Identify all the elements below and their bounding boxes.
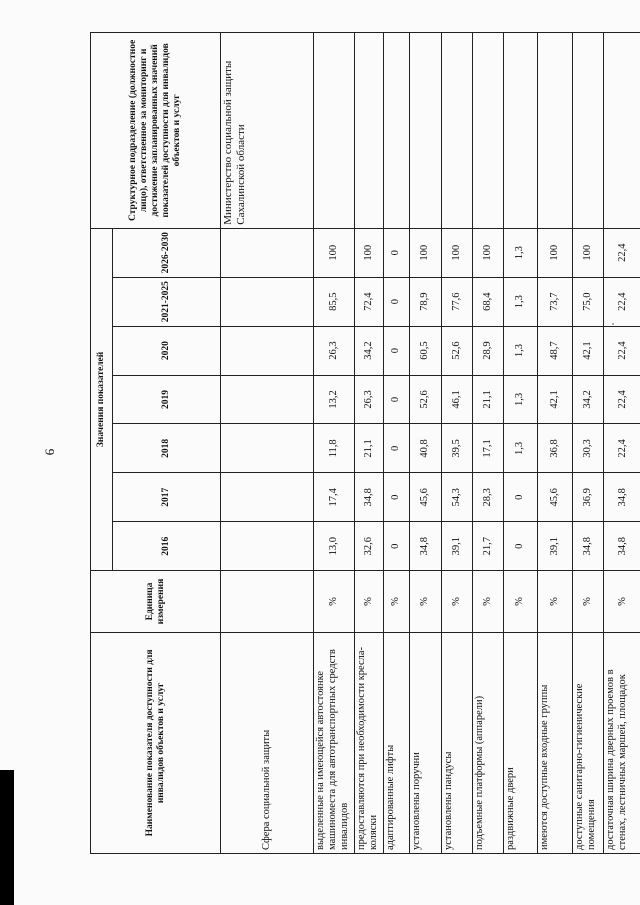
header-year: 2026-2030 — [113, 228, 221, 277]
value-cell: 21,1 — [473, 375, 504, 424]
indicator-name: имеются доступные входные группы — [538, 632, 573, 853]
scan-binding-edge — [0, 770, 14, 905]
value-cell: 100 — [573, 228, 604, 277]
value-cell: 22,4 — [604, 326, 640, 375]
unit-cell: % — [538, 571, 573, 633]
value-cell: 22,4 — [604, 277, 640, 326]
unit-cell: % — [314, 571, 355, 633]
value-cell: 100 — [410, 228, 442, 277]
unit-cell: % — [410, 571, 442, 633]
accessibility-indicators-table — [90, 32, 640, 854]
value-cell: 34,8 — [410, 522, 442, 571]
header-year: 2016 — [113, 522, 221, 571]
value-cell: 34,2 — [355, 326, 384, 375]
value-cell: 72,4 — [355, 277, 384, 326]
value-cell: 30,3 — [573, 424, 604, 473]
indicator-name: достаточная ширина дверных проемов в стенах, лестничных маршей, площадок — [604, 632, 640, 853]
value-cell: 22,4 — [604, 228, 640, 277]
value-cell: 48,7 — [538, 326, 573, 375]
header-values-group: Значения показателей — [91, 228, 113, 570]
value-cell: 42,1 — [573, 326, 604, 375]
value-cell: 11,8 — [314, 424, 355, 473]
value-cell: 17,1 — [473, 424, 504, 473]
value-cell: 52,6 — [442, 326, 473, 375]
value-cell: 32,6 — [355, 522, 384, 571]
unit-cell: % — [604, 571, 640, 633]
value-cell: 26,3 — [314, 326, 355, 375]
value-cell: 73,7 — [538, 277, 573, 326]
indicator-name: подъемные платформы (аппарели) — [473, 632, 504, 853]
indicator-name: раздвижные двери — [504, 632, 538, 853]
header-year: 2019 — [113, 375, 221, 424]
header-year: 2018 — [113, 424, 221, 473]
value-cell: 21,7 — [473, 522, 504, 571]
value-cell: 45,6 — [538, 473, 573, 522]
header-responsible: Структурное подразделение (должностное лицо), ответственное за мониторинг и достижение запланированных значений показателей доступности для инвалидов объектов и услуг — [91, 33, 221, 229]
value-cell: 60,5 — [410, 326, 442, 375]
value-cell: 75,0 — [573, 277, 604, 326]
header-year: 2021-2025 — [113, 277, 221, 326]
header-year: 2020 — [113, 326, 221, 375]
section-responsible: Министерство социальной защиты Сахалинской области — [221, 33, 314, 229]
table-row — [410, 33, 442, 854]
value-cell: 77,6 — [442, 277, 473, 326]
value-cell: 39,1 — [538, 522, 573, 571]
table-row — [473, 33, 504, 854]
value-cell: 34,8 — [604, 473, 640, 522]
table-row — [442, 33, 473, 854]
value-cell: 0 — [504, 473, 538, 522]
header-unit: Единица измерения — [91, 571, 221, 633]
value-cell: 36,9 — [573, 473, 604, 522]
value-cell: 100 — [314, 228, 355, 277]
unit-cell: % — [573, 571, 604, 633]
value-cell: 52,6 — [410, 375, 442, 424]
value-cell: 34,8 — [604, 522, 640, 571]
value-cell: 0 — [504, 522, 538, 571]
indicator-name: предоставляются при необходимости кресла-коляски — [355, 632, 384, 853]
value-cell: 22,4 — [604, 375, 640, 424]
value-cell: 0 — [384, 375, 410, 424]
value-cell: 34,8 — [355, 473, 384, 522]
value-cell: 28,9 — [473, 326, 504, 375]
value-cell: 34,2 — [573, 375, 604, 424]
value-cell: 1,3 — [504, 277, 538, 326]
value-cell: 1,3 — [504, 424, 538, 473]
value-cell: 39,5 — [442, 424, 473, 473]
value-cell: 13,0 — [314, 522, 355, 571]
unit-cell: % — [355, 571, 384, 633]
table-row — [604, 33, 640, 854]
value-cell: 34,8 — [573, 522, 604, 571]
value-cell: 28,3 — [473, 473, 504, 522]
table-row — [538, 33, 573, 854]
section-row — [221, 33, 314, 854]
value-cell: 100 — [538, 228, 573, 277]
unit-cell: % — [442, 571, 473, 633]
value-cell: 36,8 — [538, 424, 573, 473]
value-cell: 1,3 — [504, 326, 538, 375]
value-cell: 0 — [384, 522, 410, 571]
value-cell: 100 — [355, 228, 384, 277]
value-cell: 0 — [384, 228, 410, 277]
value-cell: 100 — [442, 228, 473, 277]
unit-cell: % — [473, 571, 504, 633]
unit-cell: % — [504, 571, 538, 633]
value-cell: 68,4 — [473, 277, 504, 326]
value-cell: 17,4 — [314, 473, 355, 522]
table-row — [573, 33, 604, 854]
value-cell: 22,4 — [604, 424, 640, 473]
indicator-name: адаптированные лифты — [384, 632, 410, 853]
indicator-name: установлены пандусы — [442, 632, 473, 853]
value-cell: 42,1 — [538, 375, 573, 424]
indicator-name: доступные санитарно-гигиенические помещения — [573, 632, 604, 853]
value-cell: 54,3 — [442, 473, 473, 522]
page-number: 9 — [42, 448, 58, 456]
value-cell: 45,6 — [410, 473, 442, 522]
value-cell: 85,5 — [314, 277, 355, 326]
section-name: Сфера социальной защиты — [221, 632, 314, 853]
value-cell: 21,1 — [355, 424, 384, 473]
value-cell: 13,2 — [314, 375, 355, 424]
value-cell: 0 — [384, 277, 410, 326]
rotated-table-wrapper — [90, 32, 629, 854]
header-indicator-name: Наименование показателя доступности для инвалидов объектов и услуг — [91, 632, 221, 853]
value-cell: 46,1 — [442, 375, 473, 424]
value-cell: 0 — [384, 326, 410, 375]
value-cell: 39,1 — [442, 522, 473, 571]
table-row — [504, 33, 538, 854]
value-cell: 40,8 — [410, 424, 442, 473]
unit-cell: % — [384, 571, 410, 633]
table-row — [355, 33, 384, 854]
table-row — [384, 33, 410, 854]
value-cell: 78,9 — [410, 277, 442, 326]
value-cell: 0 — [384, 424, 410, 473]
value-cell: 26,3 — [355, 375, 384, 424]
value-cell: 1,3 — [504, 228, 538, 277]
value-cell: 0 — [384, 473, 410, 522]
value-cell: 100 — [473, 228, 504, 277]
value-cell: 1,3 — [504, 375, 538, 424]
table-row — [314, 33, 355, 854]
indicator-name: выделенные на имеющейся автостоянке машиноместа для автотранспортных средств инвалидов — [314, 632, 355, 853]
indicator-name: установлены поручни — [410, 632, 442, 853]
header-year: 2017 — [113, 473, 221, 522]
